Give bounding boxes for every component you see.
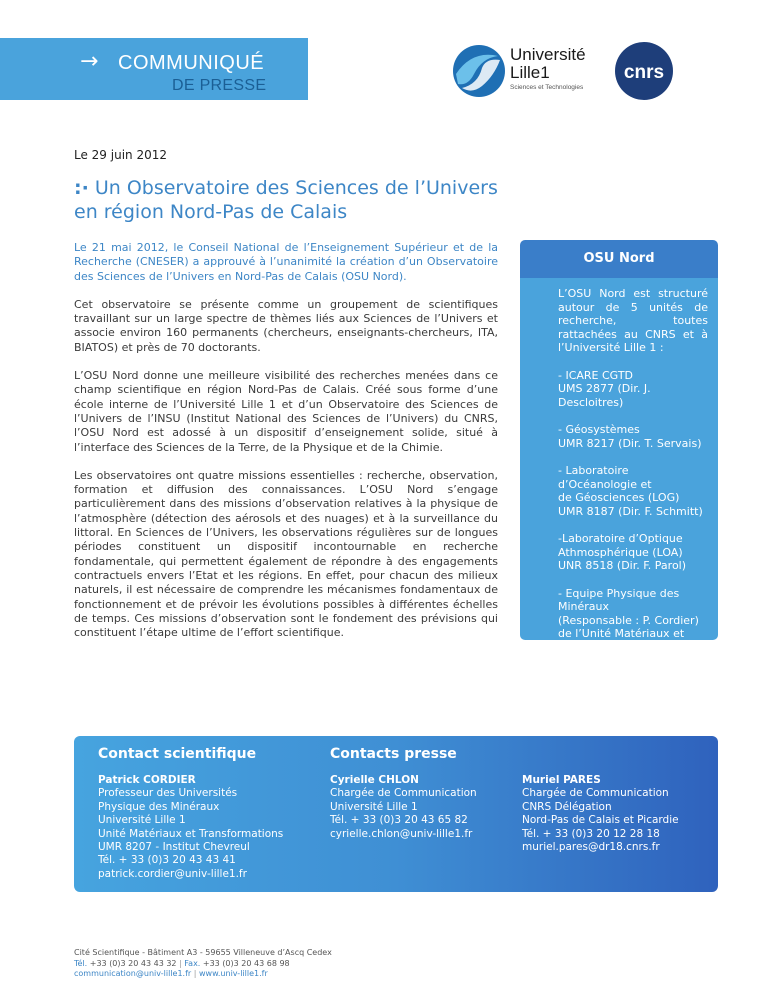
footer-fax: +33 (0)3 20 43 68 98 xyxy=(200,958,290,968)
contact-line: CNRS Délégation xyxy=(522,800,612,813)
contact-line: Université Lille 1 xyxy=(330,800,418,813)
unit-line: UMR 8207 xyxy=(558,654,615,667)
unit-line: Athmosphérique (LOA) xyxy=(558,545,683,559)
page-title xyxy=(74,176,534,224)
university-tagline: Sciences et Technologies xyxy=(510,84,584,91)
header-banner xyxy=(0,38,308,100)
lille1-emblem-icon xyxy=(452,44,506,98)
unit-line: - Equipe Physique des Minéraux xyxy=(558,586,680,613)
banner-subtitle: DE PRESSE xyxy=(172,77,267,94)
unit-umet xyxy=(558,587,708,668)
osu-nord-sidebar xyxy=(520,240,718,667)
unit-line: de Géosciences (LOG) xyxy=(558,491,680,504)
contact-line: Chargée de Communication xyxy=(522,787,669,800)
lead-paragraph: Le 21 mai 2012, le Conseil National de l’Enseignement Supérieur et de la Recherche (CNESER) a approuvé à l’unanimité la création d’un Observatoire des Sciences de l’Univers en Nord-Pas de Calais (OSU Nord). xyxy=(74,241,498,283)
title-dots-icon: :· xyxy=(74,177,89,199)
contact-email-link[interactable]: muriel.pares@dr18.cnrs.fr xyxy=(522,841,660,854)
unit-line: UMR 8187 (Dir. F. Schmitt) xyxy=(558,504,703,518)
arrow-right-icon: → xyxy=(80,49,99,74)
footer-email-link[interactable]: communication@univ-lille1.fr xyxy=(74,969,192,978)
cnrs-logo-text: cnrs xyxy=(623,62,665,83)
unit-line: UNR 8518 (Dir. F. Parol) xyxy=(558,559,687,572)
contact-line: Professeur des Universités xyxy=(98,787,238,800)
footer-links xyxy=(74,969,332,980)
title-text-1: Un Observatoire des Sciences de l’Univers xyxy=(94,177,498,199)
sidebar-title: OSU Nord xyxy=(583,251,655,266)
footer xyxy=(74,948,332,980)
footer-tel: +33 (0)3 20 43 43 32 xyxy=(87,958,180,968)
body-paragraph-3: Les observatoires ont quatre missions essentielles : recherche, observation, formation et diffusion des connaissances. L’OSU Nord s’engage particulièrement dans des missions d’observation relatives à la physique de l’atmosphère (détection des aérosols et des nuages) et à la surveillance du littoral. En Sciences de l’Univers, les observations régulières sur de longues périodes constituent un dispositif incontournable en recherche fondamentale, qui permettent également de répondre à des engagements contractuels envers l’Etat et les régions. En effet, pour chacun des milieux naturels, il est nécessaire de comprendre les mécanismes fondamentaux de fonctionnement et de prévoir les évolutions possibles à différentes échelles de temps. Ces missions d’observation sont le fondement des prévisions qui constituent l’étape ultime de l’effort scientifique. xyxy=(74,468,498,640)
sidebar-body xyxy=(558,287,708,682)
unit-line: Transformations (UMET) xyxy=(558,640,690,654)
unit-line: (Responsable : P. Cordier) xyxy=(558,613,699,627)
contact-line: UMR 8207 - Institut Chevreul xyxy=(98,841,250,854)
unit-line: - Laboratoire d’Océanologie et xyxy=(558,464,652,491)
press-date: Le 29 juin 2012 xyxy=(74,148,167,162)
university-name: Université xyxy=(510,45,586,64)
footer-tel-label: Tél. xyxy=(74,958,88,968)
press-contacts-heading: Contacts presse xyxy=(330,746,457,762)
contact-email-link[interactable]: patrick.cordier@univ-lille1.fr xyxy=(98,867,247,880)
title-line-1 xyxy=(74,176,534,200)
unit-icare xyxy=(558,369,708,410)
press-contact-lille1 xyxy=(330,774,477,841)
unit-line: - Géosystèmes xyxy=(558,423,640,436)
footer-separator: | xyxy=(193,969,197,978)
contact-phone: Tél. + 33 (0)3 20 43 65 82 xyxy=(330,814,468,827)
contact-line: Chargée de Communication xyxy=(330,787,477,800)
footer-separator: | xyxy=(179,958,182,968)
contact-name: Cyrielle CHLON xyxy=(330,774,419,786)
contact-name: Patrick CORDIER xyxy=(98,774,196,786)
university-lille1-logo xyxy=(452,42,602,100)
footer-web-link[interactable]: www.univ-lille1.fr xyxy=(198,969,268,978)
scientific-contact xyxy=(98,774,283,881)
unit-line: - ICARE CGTD xyxy=(558,368,634,382)
unit-loa xyxy=(558,532,708,573)
title-text-2: en région Nord-Pas de Calais xyxy=(74,201,348,223)
unit-line: -Laboratoire d’Optique xyxy=(558,532,683,545)
scientific-contact-heading: Contact scientifique xyxy=(98,746,257,762)
contacts-box xyxy=(74,736,718,892)
banner-title: COMMUNIQUÉ xyxy=(118,52,265,74)
sidebar-intro: L’OSU Nord est structuré autour de 5 unités de recherche, toutes rattachées au CNRS et à l’Université Lille 1 : xyxy=(558,287,708,354)
unit-line: UMS 2877 (Dir. J. Descloitres) xyxy=(558,382,651,409)
contact-email-link[interactable]: cyrielle.chlon@univ-lille1.fr xyxy=(330,827,473,840)
contact-line: Nord-Pas de Calais et Picardie xyxy=(522,814,679,827)
contact-name: Muriel PARES xyxy=(522,774,601,786)
body-paragraph-2: L’OSU Nord donne une meilleure visibilité des recherches menées dans ce champ scientifique en région Nord-Pas de Calais. Créé sous forme d’une école interne de l’Université Lille 1 et d’un Observatoire des Sciences de l’Univers de l’INSU (Institut National des Sciences de l’Univers) du CNRS, l’OSU Nord est adossé à un dispositif d’enseignement solide, situé à l’interface des Sciences de la Terre, de la Physique et de la Chimie. xyxy=(74,369,498,454)
press-contact-cnrs xyxy=(522,774,679,854)
contact-phone: Tél. + 33 (0)3 20 43 43 41 xyxy=(98,854,236,867)
unit-line: de l’Unité Matériaux et xyxy=(558,627,685,640)
cnrs-logo xyxy=(614,41,674,101)
body-paragraph-1: Cet observatoire se présente comme un groupement de scientifiques travaillant sur un large spectre de thèmes liés aux Sciences de l’Univers et associe environ 160 permanents (chercheurs, enseignants-chercheurs, ITA, BIATOS) et près de 70 doctorants. xyxy=(74,297,498,354)
footer-phone-fax xyxy=(74,959,332,970)
contact-line: Université Lille 1 xyxy=(98,814,186,827)
contact-phone: Tél. + 33 (0)3 20 12 28 18 xyxy=(522,827,660,840)
footer-fax-label: Fax. xyxy=(181,958,201,968)
unit-line: UMR 8217 (Dir. T. Servais) xyxy=(558,436,702,450)
unit-log xyxy=(558,464,708,518)
contact-line: Unité Matériaux et Transformations xyxy=(98,827,284,840)
university-name-2: Lille1 xyxy=(510,63,550,82)
footer-address: Cité Scientifique - Bâtiment A3 - 59655 Villeneuve d’Ascq Cedex xyxy=(74,948,332,957)
main-body xyxy=(74,241,498,654)
unit-geosystemes xyxy=(558,423,708,450)
contact-line: Physique des Minéraux xyxy=(98,800,220,813)
